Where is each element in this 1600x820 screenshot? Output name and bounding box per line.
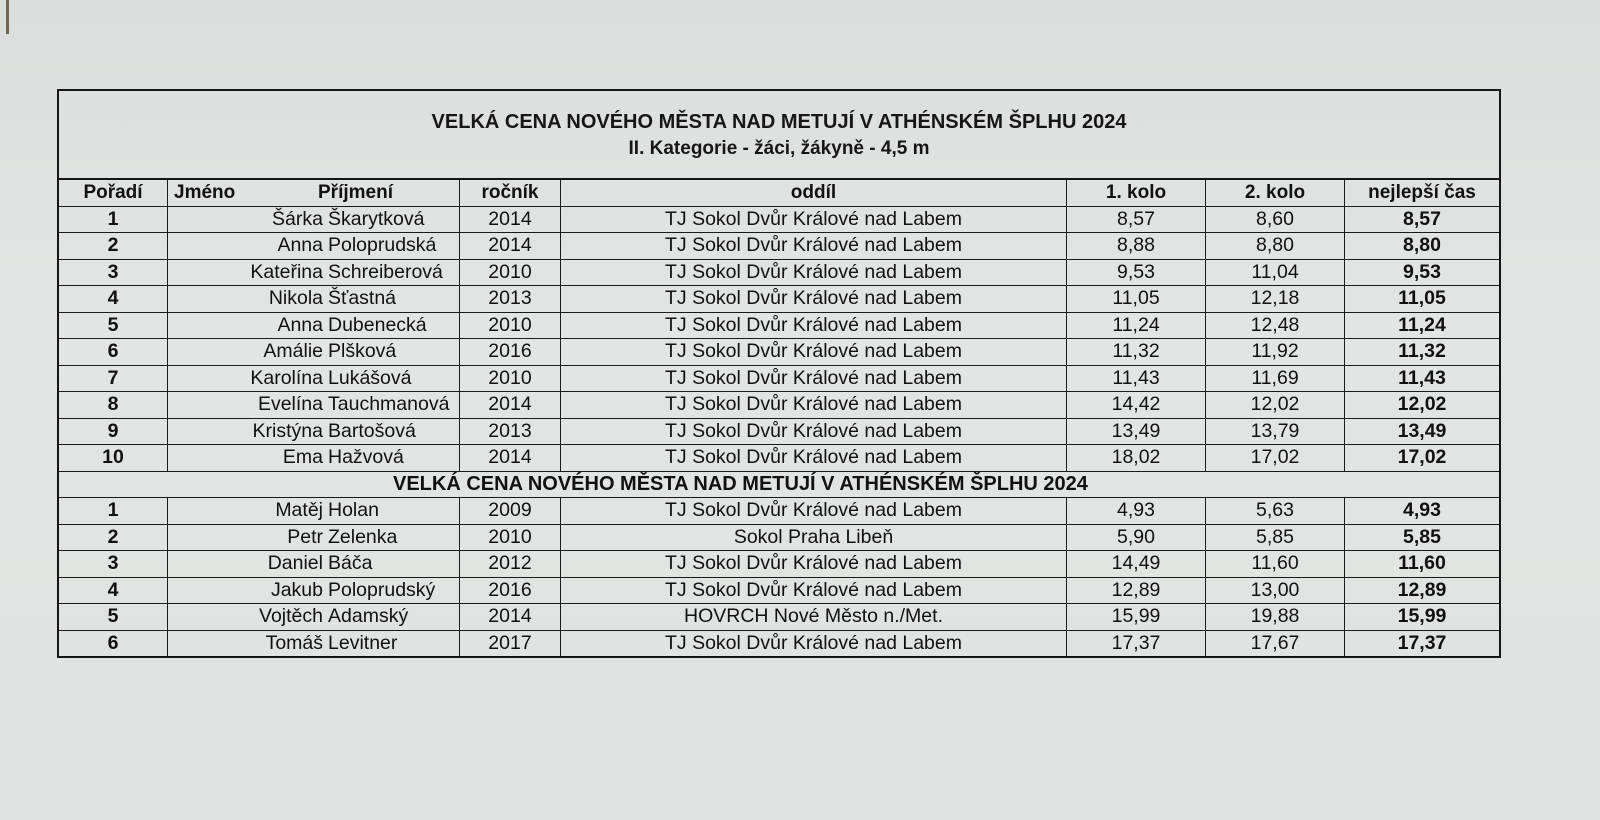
last-name: Levitner: [328, 631, 398, 654]
round2-cell: 11,60: [1206, 551, 1345, 578]
best-time-cell: 12,89: [1345, 577, 1500, 604]
header-year: ročník: [460, 180, 561, 206]
round2-cell: 11,92: [1206, 339, 1345, 366]
round1-cell: 15,99: [1067, 604, 1206, 631]
header-rank: Pořadí: [59, 180, 168, 206]
first-name: Anna: [277, 234, 323, 257]
rank-cell: 6: [59, 339, 168, 366]
round2-cell: 12,18: [1206, 286, 1345, 313]
first-name: Vojtěch: [259, 605, 323, 628]
first-name: Jakub: [270, 578, 323, 601]
table-row: [59, 312, 1499, 339]
best-time-cell: 8,80: [1345, 233, 1500, 260]
year-cell: 2014: [460, 233, 561, 260]
round2-cell: 11,69: [1206, 365, 1345, 392]
rank-cell: 8: [59, 392, 168, 419]
table-row: [59, 259, 1499, 286]
round1-cell: 11,32: [1067, 339, 1206, 366]
year-cell: 2010: [460, 524, 561, 551]
name-cell: [168, 392, 460, 419]
last-name: Poloprudská: [328, 234, 437, 257]
best-time-cell: 11,60: [1345, 551, 1500, 578]
first-name: Karolína: [250, 366, 323, 389]
year-cell: 2014: [460, 206, 561, 233]
club-cell: TJ Sokol Dvůr Králové nad Labem: [561, 312, 1067, 339]
round2-cell: 13,00: [1206, 577, 1345, 604]
first-name: Daniel: [267, 552, 323, 575]
name-cell: [168, 233, 460, 260]
year-cell: 2014: [460, 604, 561, 631]
round1-cell: 14,49: [1067, 551, 1206, 578]
best-time-cell: 8,57: [1345, 206, 1500, 233]
paper-corner-mark: [6, 0, 9, 34]
category-subtitle: II. Kategorie - žáci, žákyně - 4,5 m: [628, 138, 930, 159]
table-row: [59, 206, 1499, 233]
table-row: [59, 524, 1499, 551]
table-row: [59, 233, 1499, 260]
year-cell: 2010: [460, 312, 561, 339]
round1-cell: 11,43: [1067, 365, 1206, 392]
header-best-time: nejlepší čas: [1345, 180, 1500, 206]
first-name: Anna: [277, 313, 323, 336]
header-round2: 2. kolo: [1206, 180, 1345, 206]
first-name: Amálie: [263, 340, 323, 363]
last-name: Holan: [328, 499, 379, 522]
name-cell: [168, 498, 460, 525]
year-cell: 2017: [460, 630, 561, 656]
last-name: Lukášová: [328, 366, 412, 389]
year-cell: 2009: [460, 498, 561, 525]
round2-cell: 8,60: [1206, 206, 1345, 233]
name-cell: [168, 259, 460, 286]
rank-cell: 5: [59, 604, 168, 631]
header-name: [168, 180, 460, 206]
round1-cell: 18,02: [1067, 445, 1206, 472]
best-time-cell: 17,37: [1345, 630, 1500, 656]
header-club: oddíl: [561, 180, 1067, 206]
club-cell: TJ Sokol Dvůr Králové nad Labem: [561, 233, 1067, 260]
year-cell: 2016: [460, 339, 561, 366]
round1-cell: 13,49: [1067, 418, 1206, 445]
year-cell: 2014: [460, 392, 561, 419]
year-cell: 2013: [460, 418, 561, 445]
first-name: Ema: [282, 446, 323, 469]
club-cell: Sokol Praha Libeň: [561, 524, 1067, 551]
first-name: Šárka: [272, 207, 323, 230]
results-sheet: [57, 89, 1501, 658]
round2-cell: 5,85: [1206, 524, 1345, 551]
best-time-cell: 13,49: [1345, 418, 1500, 445]
year-cell: 2016: [460, 577, 561, 604]
round2-cell: 8,80: [1206, 233, 1345, 260]
last-name: Báča: [328, 552, 373, 575]
best-time-cell: 5,85: [1345, 524, 1500, 551]
club-cell: TJ Sokol Dvůr Králové nad Labem: [561, 577, 1067, 604]
rank-cell: 2: [59, 524, 168, 551]
rank-cell: 5: [59, 312, 168, 339]
name-cell: [168, 524, 460, 551]
last-name: Adamský: [328, 605, 409, 628]
title-block: [59, 91, 1499, 180]
name-cell: [168, 418, 460, 445]
last-name: Schreiberová: [328, 260, 443, 283]
header-last-name: Příjmení: [318, 182, 393, 204]
boys-results: [59, 498, 1499, 657]
round2-cell: 19,88: [1206, 604, 1345, 631]
name-cell: [168, 577, 460, 604]
first-name: Evelína: [257, 393, 323, 416]
first-name: Petr: [287, 525, 323, 548]
round1-cell: 8,88: [1067, 233, 1206, 260]
table-row: [59, 604, 1499, 631]
table-row: [59, 392, 1499, 419]
last-name: Poloprudský: [328, 578, 436, 601]
round2-cell: 13,79: [1206, 418, 1345, 445]
first-name: Kateřina: [250, 260, 323, 283]
best-time-cell: 9,53: [1345, 259, 1500, 286]
table-row: [59, 498, 1499, 525]
club-cell: TJ Sokol Dvůr Králové nad Labem: [561, 630, 1067, 656]
round1-cell: 11,05: [1067, 286, 1206, 313]
name-cell: [168, 312, 460, 339]
club-cell: TJ Sokol Dvůr Králové nad Labem: [561, 339, 1067, 366]
round2-cell: 17,67: [1206, 630, 1345, 656]
round1-cell: 12,89: [1067, 577, 1206, 604]
rank-cell: 9: [59, 418, 168, 445]
name-cell: [168, 630, 460, 656]
rank-cell: 1: [59, 498, 168, 525]
round2-cell: 17,02: [1206, 445, 1345, 472]
club-cell: TJ Sokol Dvůr Králové nad Labem: [561, 551, 1067, 578]
table-row: [59, 418, 1499, 445]
first-name: Kristýna: [252, 419, 323, 442]
rank-cell: 10: [59, 445, 168, 472]
year-cell: 2013: [460, 286, 561, 313]
rank-cell: 1: [59, 206, 168, 233]
first-name: Tomáš: [265, 631, 323, 654]
rank-cell: 6: [59, 630, 168, 656]
best-time-cell: 11,32: [1345, 339, 1500, 366]
club-cell: TJ Sokol Dvůr Králové nad Labem: [561, 365, 1067, 392]
rank-cell: 4: [59, 286, 168, 313]
header-first-name: Jméno: [174, 182, 236, 204]
year-cell: 2014: [460, 445, 561, 472]
last-name: Bartošová: [328, 419, 416, 442]
first-name: Nikola: [268, 287, 323, 310]
round1-cell: 9,53: [1067, 259, 1206, 286]
year-cell: 2010: [460, 259, 561, 286]
best-time-cell: 12,02: [1345, 392, 1500, 419]
rank-cell: 3: [59, 551, 168, 578]
results-table: [59, 180, 1499, 656]
rank-cell: 4: [59, 577, 168, 604]
rank-cell: 2: [59, 233, 168, 260]
table-row: [59, 577, 1499, 604]
name-cell: [168, 365, 460, 392]
name-cell: [168, 206, 460, 233]
round1-cell: 17,37: [1067, 630, 1206, 656]
last-name: Zelenka: [328, 525, 398, 548]
table-row: [59, 286, 1499, 313]
table-row: [59, 630, 1499, 656]
round2-cell: 12,48: [1206, 312, 1345, 339]
round1-cell: 14,42: [1067, 392, 1206, 419]
club-cell: TJ Sokol Dvůr Králové nad Labem: [561, 392, 1067, 419]
year-cell: 2010: [460, 365, 561, 392]
rank-cell: 3: [59, 259, 168, 286]
best-time-cell: 17,02: [1345, 445, 1500, 472]
girls-results: [59, 206, 1499, 471]
club-cell: TJ Sokol Dvůr Králové nad Labem: [561, 445, 1067, 472]
name-cell: [168, 445, 460, 472]
club-cell: TJ Sokol Dvůr Králové nad Labem: [561, 206, 1067, 233]
competition-title: VELKÁ CENA NOVÉHO MĚSTA NAD METUJÍ V ATHÉNSKÉM ŠPLHU 2024: [431, 111, 1127, 133]
first-name: Matěj: [275, 499, 323, 522]
best-time-cell: 11,24: [1345, 312, 1500, 339]
section-title-row: [59, 471, 1499, 498]
year-cell: 2012: [460, 551, 561, 578]
rank-cell: 7: [59, 365, 168, 392]
name-cell: [168, 604, 460, 631]
last-name: Šťastná: [328, 287, 397, 310]
round2-cell: 11,04: [1206, 259, 1345, 286]
club-cell: TJ Sokol Dvůr Králové nad Labem: [561, 259, 1067, 286]
table-row: [59, 445, 1499, 472]
last-name: Dubenecká: [328, 313, 427, 336]
header-round1: 1. kolo: [1067, 180, 1206, 206]
best-time-cell: 4,93: [1345, 498, 1500, 525]
last-name: Hažvová: [328, 446, 404, 469]
name-cell: [168, 339, 460, 366]
club-cell: TJ Sokol Dvůr Králové nad Labem: [561, 286, 1067, 313]
club-cell: HOVRCH Nové Město n./Met.: [561, 604, 1067, 631]
header-row: [59, 180, 1499, 206]
section-title: VELKÁ CENA NOVÉHO MĚSTA NAD METUJÍ V ATHÉNSKÉM ŠPLHU 2024: [59, 471, 1499, 498]
best-time-cell: 15,99: [1345, 604, 1500, 631]
round2-cell: 12,02: [1206, 392, 1345, 419]
best-time-cell: 11,43: [1345, 365, 1500, 392]
club-cell: TJ Sokol Dvůr Králové nad Labem: [561, 418, 1067, 445]
round1-cell: 4,93: [1067, 498, 1206, 525]
round2-cell: 5,63: [1206, 498, 1345, 525]
round1-cell: 5,90: [1067, 524, 1206, 551]
name-cell: [168, 551, 460, 578]
table-row: [59, 551, 1499, 578]
best-time-cell: 11,05: [1345, 286, 1500, 313]
table-row: [59, 365, 1499, 392]
round1-cell: 11,24: [1067, 312, 1206, 339]
club-cell: TJ Sokol Dvůr Králové nad Labem: [561, 498, 1067, 525]
round1-cell: 8,57: [1067, 206, 1206, 233]
name-cell: [168, 286, 460, 313]
last-name: Tauchmanová: [328, 393, 450, 416]
last-name: Škarytková: [328, 207, 425, 230]
table-row: [59, 339, 1499, 366]
last-name: Plšková: [328, 340, 397, 363]
